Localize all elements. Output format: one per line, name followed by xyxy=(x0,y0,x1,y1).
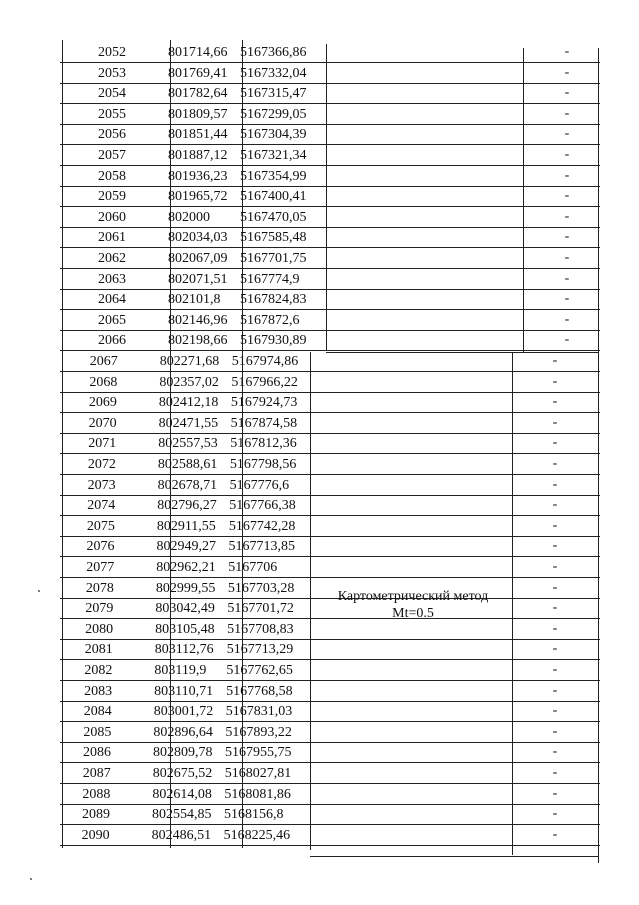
row-number: 2057 xyxy=(98,148,126,163)
row-number: 2054 xyxy=(98,86,126,102)
y-coordinate: 5167768,58 xyxy=(226,683,293,699)
table-row xyxy=(60,392,600,413)
row-number: 2077 xyxy=(86,560,115,575)
table-row xyxy=(60,557,600,578)
x-coordinate: 801769,41 xyxy=(168,65,228,81)
y-coordinate: 5167701,75 xyxy=(240,251,307,266)
x-coordinate: 802071,51 xyxy=(168,271,228,287)
y-coordinate: 5167872,6 xyxy=(240,312,300,328)
y-coordinate: 5167400,41 xyxy=(240,189,307,205)
table-row xyxy=(60,372,600,393)
x-coordinate: 802471,55 xyxy=(158,415,219,431)
y-coordinate: 5167831,03 xyxy=(225,704,293,720)
x-coordinate: 802796,27 xyxy=(157,498,217,514)
table-row xyxy=(60,784,600,805)
x-coordinate: 801714,66 xyxy=(168,45,228,60)
accuracy-mark: - xyxy=(552,373,558,389)
precision-label: Mt=0.5 xyxy=(392,606,434,621)
accuracy-mark: - xyxy=(552,435,558,451)
y-coordinate: 5167893,22 xyxy=(225,724,292,740)
y-coordinate: 5167321,34 xyxy=(240,148,307,163)
table-row xyxy=(60,124,600,145)
row-number: 2056 xyxy=(98,127,126,143)
accuracy-mark: - xyxy=(564,250,570,265)
y-coordinate: 5167766,38 xyxy=(229,498,296,514)
y-coordinate: 5167966,22 xyxy=(231,374,298,390)
x-coordinate: 802809,78 xyxy=(153,745,213,761)
row-number: 2076 xyxy=(86,539,115,555)
y-coordinate: 5167585,48 xyxy=(240,230,307,246)
row-number: 2067 xyxy=(89,354,118,369)
table-row xyxy=(60,433,600,454)
y-coordinate: 5167299,05 xyxy=(240,106,307,122)
y-coordinate: 5167955,75 xyxy=(225,745,292,761)
table-row xyxy=(60,825,600,846)
y-coordinate: 5167762,65 xyxy=(226,663,293,678)
x-coordinate: 802675,52 xyxy=(152,766,213,781)
row-number: 2058 xyxy=(98,168,126,184)
accuracy-mark: - xyxy=(552,703,558,719)
row-number: 2064 xyxy=(98,292,126,308)
x-coordinate: 803001,72 xyxy=(153,704,214,720)
accuracy-mark: - xyxy=(552,785,558,801)
y-coordinate: 5167354,99 xyxy=(240,168,307,184)
row-number: 2062 xyxy=(98,251,126,266)
x-coordinate: 802999,55 xyxy=(155,580,216,596)
accuracy-mark: - xyxy=(564,332,570,348)
accuracy-mark: - xyxy=(552,559,558,574)
x-coordinate: 802146,96 xyxy=(168,312,228,328)
table-row xyxy=(60,63,600,84)
y-coordinate: 5168156,8 xyxy=(224,807,284,823)
table-row xyxy=(60,248,600,269)
accuracy-mark: - xyxy=(564,147,570,162)
table-row xyxy=(60,227,600,248)
row-number: 2068 xyxy=(89,374,118,390)
table-row xyxy=(60,639,600,660)
x-coordinate: 802557,53 xyxy=(158,436,218,452)
row-number: 2060 xyxy=(98,209,126,225)
y-coordinate: 5167366,86 xyxy=(240,45,307,60)
accuracy-mark: - xyxy=(552,456,558,471)
table-row xyxy=(60,104,600,125)
row-number: 2079 xyxy=(85,601,114,617)
accuracy-mark: - xyxy=(552,662,558,677)
accuracy-mark: - xyxy=(564,44,570,59)
y-coordinate: 5167304,39 xyxy=(240,127,307,143)
y-coordinate: 5167774,9 xyxy=(240,271,300,287)
row-number: 2059 xyxy=(98,189,126,205)
x-coordinate: 803110,71 xyxy=(154,683,214,699)
row-number: 2055 xyxy=(98,106,126,122)
row-number: 2090 xyxy=(81,827,110,843)
x-coordinate: 801965,72 xyxy=(168,189,228,205)
row-number: 2085 xyxy=(83,724,112,740)
table-row xyxy=(60,536,600,557)
y-coordinate: 5167924,73 xyxy=(230,395,298,411)
x-coordinate: 802486,51 xyxy=(151,827,212,843)
row-number: 2075 xyxy=(86,518,115,534)
y-coordinate: 5167930,89 xyxy=(240,333,307,349)
y-coordinate: 5168081,86 xyxy=(224,786,291,802)
x-coordinate: 801809,57 xyxy=(168,106,228,122)
accuracy-mark: - xyxy=(552,641,558,657)
x-coordinate: 802000 xyxy=(168,209,210,225)
table-row xyxy=(60,310,600,331)
accuracy-mark: - xyxy=(564,311,570,327)
accuracy-mark: - xyxy=(564,85,570,101)
x-coordinate: 802911,55 xyxy=(156,518,216,534)
table-row xyxy=(60,681,600,702)
x-coordinate: 802962,21 xyxy=(156,560,216,575)
y-coordinate: 5167713,85 xyxy=(228,539,295,555)
accuracy-mark: - xyxy=(552,353,558,368)
y-coordinate: 5167974,86 xyxy=(231,354,299,369)
row-number: 2061 xyxy=(98,230,126,246)
y-coordinate: 5167470,05 xyxy=(240,209,307,225)
table-row xyxy=(60,722,600,743)
table-row xyxy=(60,701,600,722)
row-number: 2072 xyxy=(87,457,116,472)
accuracy-mark: - xyxy=(552,806,558,822)
accuracy-mark: - xyxy=(552,682,558,698)
table-row xyxy=(60,413,600,434)
row-number: 2073 xyxy=(87,477,116,493)
y-coordinate: 5167742,28 xyxy=(228,518,296,534)
row-number: 2052 xyxy=(98,45,126,60)
row-number: 2074 xyxy=(87,498,116,514)
row-number: 2087 xyxy=(82,766,111,781)
scan-speck xyxy=(38,590,40,592)
row-number: 2071 xyxy=(88,436,117,452)
table-row xyxy=(60,289,600,310)
x-coordinate: 801782,64 xyxy=(168,86,228,102)
row-number: 2063 xyxy=(98,271,126,287)
y-coordinate: 5167703,28 xyxy=(227,580,295,596)
x-coordinate: 802101,8 xyxy=(168,292,221,308)
table-row xyxy=(60,742,600,763)
accuracy-mark: - xyxy=(564,126,570,142)
x-coordinate: 802588,61 xyxy=(157,457,218,472)
accuracy-mark: - xyxy=(552,414,558,430)
x-coordinate: 803105,48 xyxy=(155,621,215,637)
row-number: 2088 xyxy=(82,786,111,802)
row-number: 2089 xyxy=(82,807,110,823)
table-row xyxy=(60,145,600,166)
y-coordinate: 5167701,72 xyxy=(227,601,294,617)
x-coordinate: 802271,68 xyxy=(159,354,220,369)
row-number: 2081 xyxy=(84,642,113,658)
accuracy-mark: - xyxy=(564,270,570,286)
table-row xyxy=(60,269,600,290)
accuracy-mark: - xyxy=(552,620,558,636)
row-number: 2082 xyxy=(84,663,113,678)
y-coordinate: 5167824,83 xyxy=(240,292,307,308)
x-coordinate: 802614,08 xyxy=(152,786,212,802)
x-coordinate: 802034,03 xyxy=(168,230,228,246)
x-coordinate: 801936,23 xyxy=(168,168,228,184)
y-coordinate: 5167874,58 xyxy=(230,415,298,431)
accuracy-mark: - xyxy=(552,723,558,739)
y-coordinate: 5167798,56 xyxy=(229,457,297,472)
x-coordinate: 801887,12 xyxy=(168,148,228,163)
y-coordinate: 5168225,46 xyxy=(223,827,291,843)
accuracy-mark: - xyxy=(552,579,558,595)
method-label: Картометрический метод xyxy=(337,589,489,604)
method-cell xyxy=(318,588,508,622)
scan-speck xyxy=(30,878,32,880)
y-coordinate: 5167812,36 xyxy=(230,436,297,452)
row-number: 2084 xyxy=(83,704,112,720)
table-bottom-border xyxy=(310,856,598,857)
y-coordinate: 5167708,83 xyxy=(227,621,294,637)
table-row xyxy=(60,495,600,516)
y-coordinate: 5167706 xyxy=(228,560,278,575)
row-number: 2053 xyxy=(98,65,126,81)
table-row xyxy=(60,186,600,207)
x-coordinate: 803119,9 xyxy=(154,663,207,678)
x-coordinate: 802896,64 xyxy=(153,724,213,740)
accuracy-mark: - xyxy=(564,64,570,80)
y-coordinate: 5167315,47 xyxy=(240,86,307,102)
table-row xyxy=(60,42,600,63)
row-number: 2066 xyxy=(98,333,126,349)
y-coordinate: 5168027,81 xyxy=(224,766,292,781)
table-row xyxy=(60,83,600,104)
row-number: 2078 xyxy=(85,580,114,596)
accuracy-mark: - xyxy=(552,826,558,842)
x-coordinate: 802949,27 xyxy=(156,539,216,555)
row-number: 2065 xyxy=(98,312,126,328)
table-row xyxy=(60,516,600,537)
row-number: 2080 xyxy=(85,621,114,637)
accuracy-mark: - xyxy=(552,476,558,492)
accuracy-mark: - xyxy=(552,394,558,410)
accuracy-mark: - xyxy=(552,744,558,760)
row-number: 2069 xyxy=(88,395,117,411)
row-number: 2070 xyxy=(88,415,117,431)
accuracy-mark: - xyxy=(552,765,558,780)
scan-header-noise xyxy=(0,0,639,10)
x-coordinate: 803042,49 xyxy=(155,601,215,617)
x-coordinate: 801851,44 xyxy=(168,127,228,143)
accuracy-mark: - xyxy=(564,291,570,307)
table-row xyxy=(60,351,600,372)
accuracy-mark: - xyxy=(564,208,570,224)
x-coordinate: 802357,02 xyxy=(159,374,219,390)
accuracy-mark: - xyxy=(564,167,570,183)
table-row xyxy=(60,763,600,784)
table-row xyxy=(60,804,600,825)
accuracy-mark: - xyxy=(564,229,570,245)
accuracy-mark: - xyxy=(552,600,558,616)
y-coordinate: 5167776,6 xyxy=(229,477,290,493)
row-number: 2086 xyxy=(83,745,111,761)
x-coordinate: 802198,66 xyxy=(168,333,228,349)
x-coordinate: 802554,85 xyxy=(152,807,212,823)
x-coordinate: 802412,18 xyxy=(158,395,219,411)
accuracy-mark: - xyxy=(552,497,558,513)
accuracy-mark: - xyxy=(552,538,558,554)
table-row xyxy=(60,207,600,228)
accuracy-mark: - xyxy=(552,517,558,533)
x-coordinate: 803112,76 xyxy=(154,642,214,658)
table-row xyxy=(60,454,600,475)
x-coordinate: 802678,71 xyxy=(157,477,218,493)
accuracy-mark: - xyxy=(564,188,570,204)
row-number: 2083 xyxy=(84,683,113,699)
table-row xyxy=(60,330,600,351)
table-row xyxy=(60,475,600,496)
y-coordinate: 5167332,04 xyxy=(240,65,307,81)
table-row xyxy=(60,166,600,187)
x-coordinate: 802067,09 xyxy=(168,251,228,266)
y-coordinate: 5167713,29 xyxy=(226,642,294,658)
table-row xyxy=(60,660,600,681)
accuracy-mark: - xyxy=(564,105,570,121)
